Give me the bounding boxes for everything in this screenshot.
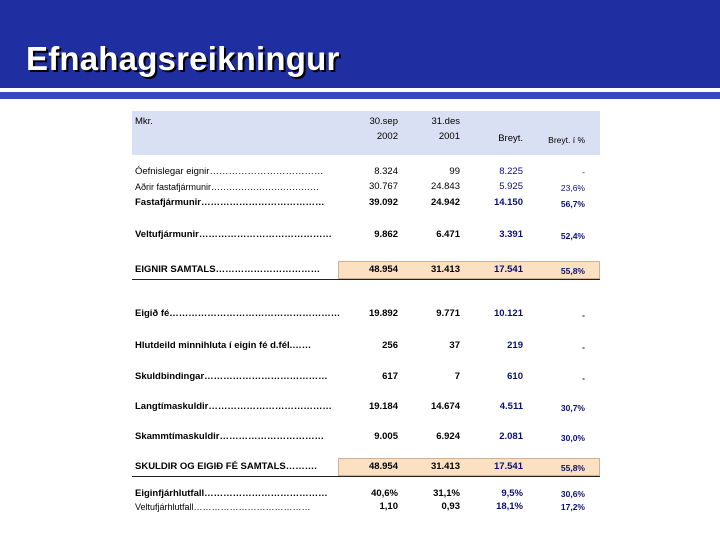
row-value-sep2002: 617 <box>382 371 398 382</box>
row-value-change: 8.225 <box>499 166 523 177</box>
row-value-sep2002: 30.767 <box>368 181 398 192</box>
row-value-change-pct: 30,6% <box>560 489 585 499</box>
row-label-total-liabilities-equity: SKULDIR OG EIGIÐ FÉ SAMTALS………. <box>135 461 317 472</box>
row-label: Aðrir fastafjármunir……………………………… <box>135 182 320 192</box>
row-value-sep2002: 9.005 <box>374 431 398 442</box>
row-value-des2001: 24.843 <box>430 181 460 192</box>
row-value-change: 18,1% <box>496 501 523 512</box>
row-value-change-pct: 30,7% <box>560 403 585 413</box>
row-value-sep2002: 19.892 <box>368 308 398 319</box>
row-label: Óefnislegar eignir……………………………… <box>135 166 324 177</box>
row-value-sep2002: 48.954 <box>368 264 398 275</box>
row-value-change-pct: 55,8% <box>560 266 585 276</box>
row-value-sep2002: 48.954 <box>368 461 398 472</box>
row-value-sep2002: 19.184 <box>368 401 398 412</box>
row-value-sep2002: 8.324 <box>374 166 398 177</box>
row-value-des2001: 14.674 <box>430 401 460 412</box>
header-col1-line1: 30.sep <box>369 116 398 127</box>
row-value-change-pct: - <box>582 167 585 177</box>
row-value-change: 5.925 <box>499 181 523 192</box>
row-value-change-pct: 55,8% <box>560 463 585 473</box>
page-title: Efnahagsreikningur <box>26 40 340 77</box>
row-label: Hlutdeild minnihluta í eigin fé d.fél.…… <box>135 340 312 351</box>
row-label: Eigið fé……………………………………………… <box>135 308 341 319</box>
header-col1-line2: 2002 <box>376 131 398 142</box>
row-value-des2001: 99 <box>449 166 460 177</box>
row-label: Skammtímaskuldir…………………………… <box>135 431 324 442</box>
row-value-change-pct: - <box>582 373 585 383</box>
row-value-change: 10.121 <box>493 308 523 319</box>
row-value-change-pct: 56,7% <box>560 199 585 209</box>
row-label: Eiginfjárhlutfall………………………………… <box>135 488 328 499</box>
row-label: Skuldbindingar………………………………… <box>135 371 328 382</box>
row-value-sep2002: 1,10 <box>379 501 398 512</box>
row-value-des2001: 0,93 <box>441 501 460 512</box>
row-value-des2001: 31.413 <box>430 264 460 275</box>
row-value-change-pct: - <box>582 310 585 320</box>
row-value-change: 9,5% <box>501 488 523 499</box>
row-value-des2001: 9.771 <box>436 308 460 319</box>
row-value-sep2002: 9.862 <box>374 229 398 240</box>
header-label-mkr: Mkr. <box>135 116 153 127</box>
row-value-change-pct: 52,4% <box>560 231 585 241</box>
row-value-des2001: 24.942 <box>430 197 460 208</box>
row-value-change: 3.391 <box>499 229 523 240</box>
row-value-change-pct: - <box>582 342 585 352</box>
row-value-des2001: 6.924 <box>436 431 460 442</box>
row-value-des2001: 31.413 <box>430 461 460 472</box>
row-value-change: 14.150 <box>493 197 523 208</box>
row-value-change-pct: 30,0% <box>560 433 585 443</box>
row-value-change: 17.541 <box>493 264 523 275</box>
underline-assets <box>132 279 600 280</box>
row-label: Veltufjármunir…………………………………… <box>135 229 332 240</box>
row-label: Fastafjármunir………………………………… <box>135 197 325 208</box>
row-value-des2001: 7 <box>454 371 460 382</box>
underline-liabilities <box>132 476 600 477</box>
row-value-des2001: 37 <box>449 340 460 351</box>
row-value-des2001: 6.471 <box>436 229 460 240</box>
header-col3: Breyt. <box>498 133 523 144</box>
row-value-des2001: 31,1% <box>433 488 460 499</box>
row-value-change: 610 <box>507 371 523 382</box>
header-divider-blue <box>0 92 720 99</box>
row-value-change-pct: 23,6% <box>560 183 585 193</box>
header-col2-line1: 31.des <box>431 116 460 127</box>
row-value-change: 2.081 <box>499 431 523 442</box>
row-value-change: 219 <box>507 340 523 351</box>
row-label: Langtímaskuldir………………………………… <box>135 401 332 412</box>
row-value-sep2002: 39.092 <box>368 197 398 208</box>
row-value-change-pct: 17,2% <box>560 502 585 512</box>
row-label-total-assets: EIGNIR SAMTALS…………………………… <box>135 264 321 275</box>
header-col4: Breyt. í % <box>548 135 585 145</box>
row-label: Veltufjárhlutfall………………………………… <box>135 502 311 512</box>
header-col2-line2: 2001 <box>438 131 460 142</box>
row-value-sep2002: 40,6% <box>371 488 398 499</box>
row-value-sep2002: 256 <box>382 340 398 351</box>
row-value-change: 4.511 <box>499 401 523 412</box>
row-value-change: 17.541 <box>493 461 523 472</box>
